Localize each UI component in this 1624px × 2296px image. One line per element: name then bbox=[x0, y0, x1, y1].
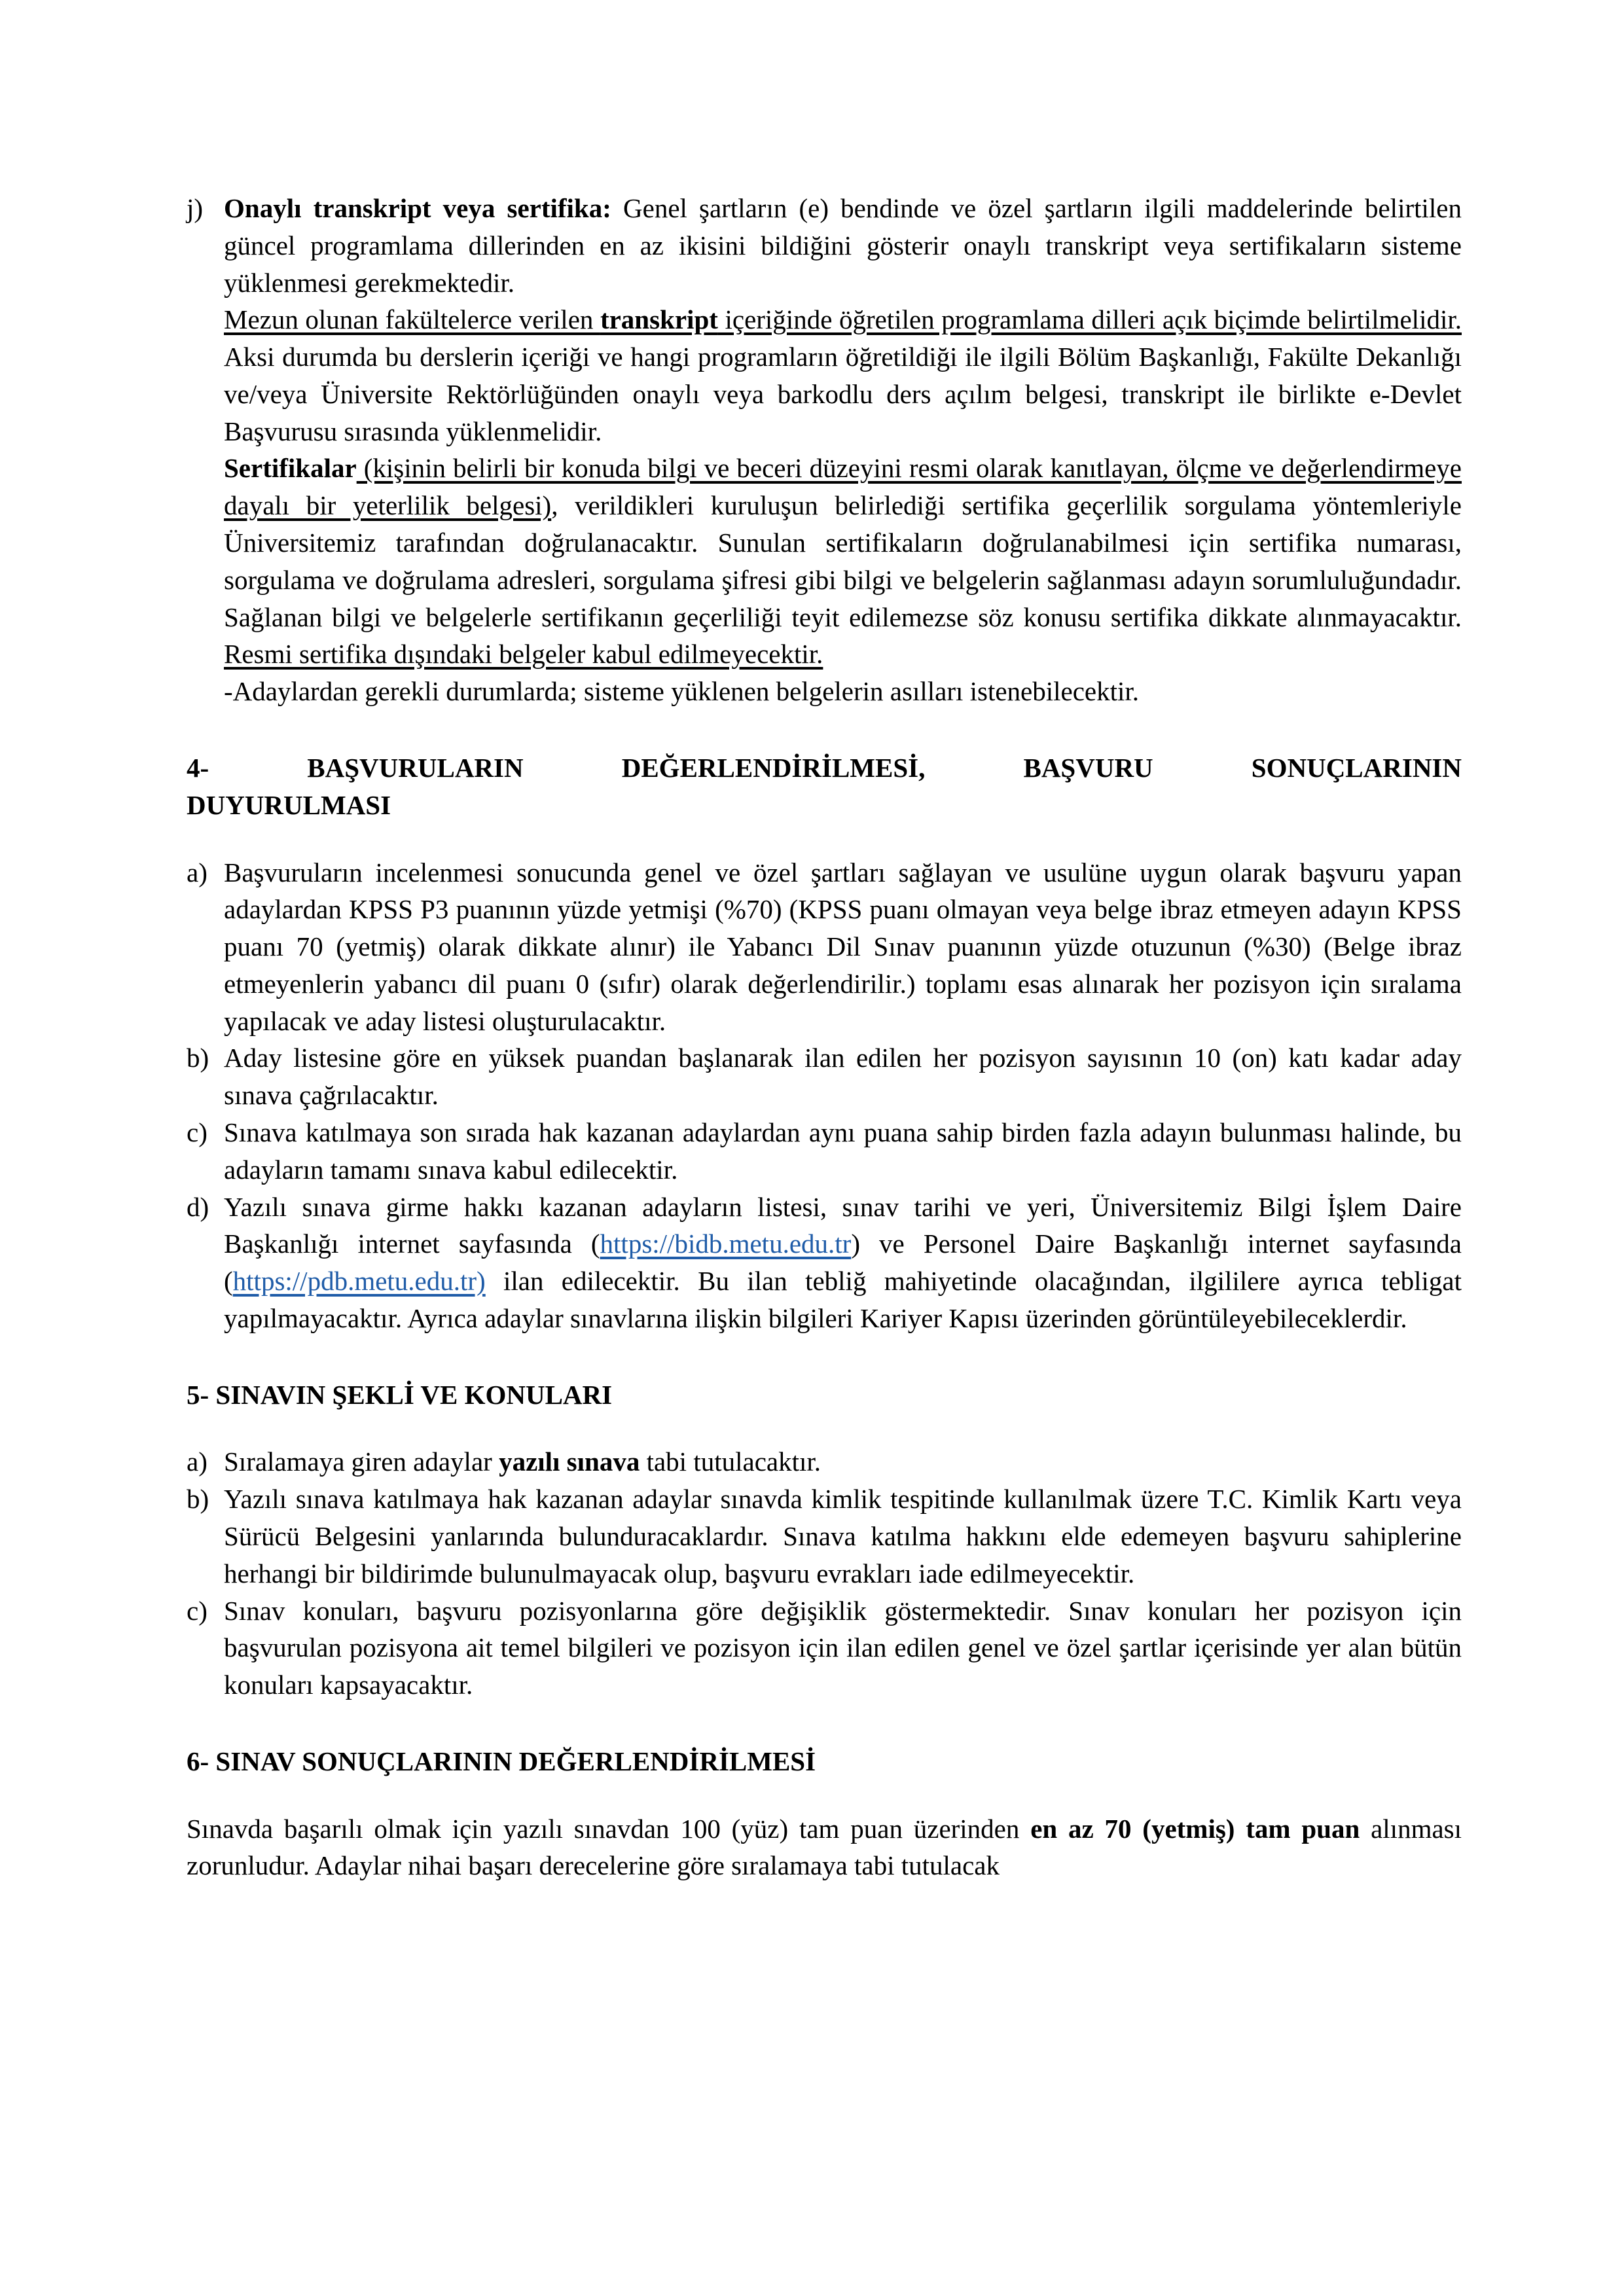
spacer-after-section-6-heading bbox=[187, 1780, 1462, 1810]
list-marker-5b: b) bbox=[187, 1484, 209, 1515]
section-4-heading bbox=[187, 749, 1462, 824]
paragraph-j-3 bbox=[224, 450, 1462, 673]
underlined-resmi-sertifika: Resmi sertifika dışındaki belgeler kabul edilmeyecektir. bbox=[224, 639, 823, 670]
section-6-heading: 6- SINAV SONUÇLARININ DEĞERLENDİRİLMESİ bbox=[187, 1746, 816, 1776]
list-item-4b bbox=[187, 1039, 1462, 1114]
underlined-part-1: Mezun olunan fakültelerce verilen bbox=[224, 304, 600, 335]
underlined-sertifikalar-definition: (kişinin belirli bir konuda bilgi ve beceri düzeyini resmi olarak kanıtlayan, ölçme ve değerlendirmeye dayalı bir yeterlilik belgesi) bbox=[224, 453, 1462, 521]
text-before-yazili-sinava: Sıralamaya giren adaylar bbox=[224, 1446, 499, 1477]
underlined-part-2: içeriğinde öğretilen programlama dilleri açık biçimde belirtilmelidir. bbox=[717, 304, 1462, 335]
list-marker-4a: a) bbox=[187, 857, 208, 888]
list-marker-4b: b) bbox=[187, 1043, 209, 1073]
text-between-links: ) ve Personel Daire Başkanlığı internet sayfasında ( bbox=[224, 1229, 1462, 1297]
list-body-4b: Aday listesine göre en yüksek puandan başlanarak ilan edilen her pozisyon sayısının 10 (on) katı kadar aday sınava çağrılacaktır. bbox=[224, 1043, 1462, 1111]
bold-transkript: transkript bbox=[600, 304, 718, 335]
paragraph-j-4: -Adaylardan gerekli durumlarda; sisteme yüklenen belgelerin asılları istenebilecektir. bbox=[224, 676, 1140, 707]
list-item-j bbox=[187, 190, 1462, 710]
list-body-4a: Başvuruların incelenmesi sonucunda genel ve özel şartları sağlayan ve usulüne uygun olarak başvuru yapan adaylardan KPSS P3 puanının yüzde yetmişi (%70) (KPSS puanı olmayan veya belge ibraz etmeyen adayın KPSS puanı 70 (yetmiş) olarak dikkate alınır) ile Yabancı Dil Sınav puanının yüzde otuzunun (%30) (Belge ibraz etmeyenlerin yabancı dil puanı 0 (sıfır) olarak değerlendirilir.) toplamı esas alınarak her pozisyon için sıralama yapılacak ve aday listesi oluşturulacaktır. bbox=[224, 857, 1462, 1036]
bidb-website-link[interactable]: https://bidb.metu.edu.tr bbox=[600, 1229, 852, 1259]
list-marker-5c: c) bbox=[187, 1595, 208, 1626]
list-body-5a bbox=[224, 1443, 1462, 1480]
list-item-4c bbox=[187, 1114, 1462, 1189]
spacer-before-section-5 bbox=[187, 1337, 1462, 1376]
spacer-after-section-5-heading bbox=[187, 1413, 1462, 1443]
lead-bold-j: Onaylı transkript veya sertifika: bbox=[224, 193, 611, 223]
list-body-5c: Sınav konuları, başvuru pozisyonlarına göre değişiklik göstermektedir. Sınav konuları her pozisyon için başvurulan pozisyona ait temel bilgileri ve pozisyon için ilan edilen genel ve özel şartlar içerisinde yer alan bütün konuları kapsayacaktır. bbox=[224, 1595, 1462, 1700]
text-before-en-az-70: Sınavda başarılı olmak için yazılı sınavdan 100 (yüz) tam puan üzerinden bbox=[187, 1813, 1031, 1844]
paragraph-j-2-rest: Aksi durumda bu derslerin içeriği ve hangi programların öğretildiği ile ilgili Bölüm Başkanlığı, Fakülte Dekanlığı ve/veya Üniversite Rektörlüğünden onaylı veya barkodlu ders açılım belgesi, transkript ile birlikte e-Devlet Başvurusu sırasında yüklenmelidir. bbox=[224, 342, 1462, 446]
spacer-before-section-6 bbox=[187, 1704, 1462, 1743]
paragraph-j-2 bbox=[224, 301, 1462, 450]
list-body-5b: Yazılı sınava katılmaya hak kazanan adaylar sınavda kimlik tespitinde kullanılmak üzere T.C. Kimlik Kartı veya Sürücü Belgesini yanlarında bulunduracaklardır. Sınava katılma hakkını elde edemeyen başvuru sahiplerine herhangi bir bildirimde bulunulmayacak olup, başvuru evrakları iade edilmeyecektir. bbox=[224, 1484, 1462, 1588]
text-after-en-az-70: alınması zorunludur. Adaylar nihai başarı derecelerine göre sıralamaya tabi tutulacak bbox=[187, 1813, 1462, 1881]
bold-yazili-sinava: yazılı sınava bbox=[499, 1446, 640, 1477]
list-item-4a bbox=[187, 854, 1462, 1040]
paragraph-j-3-rest: , verildikleri kuruluşun belirlediği sertifika geçerlilik sorgulama yöntemleriyle Üniversitemiz tarafından doğrulanacaktır. Sunulan sertifikaların doğrulanabilmesi için sertifika numarası, sorgulama ve doğrulama adresleri, sorgulama şifresi gibi bilgi ve belgelerin sağlanması adayın sorumluluğundadır. Sağlanan bilgi ve belgelerle sertifikanın geçerliliği teyit edilemezse söz konusu sertifika dikkate alınmayacaktır. bbox=[224, 490, 1462, 632]
section-5-heading: 5- SINAVIN ŞEKLİ VE KONULARI bbox=[187, 1379, 613, 1410]
list-item-5a bbox=[187, 1443, 1462, 1480]
list-item-5b bbox=[187, 1480, 1462, 1592]
section-6-paragraph bbox=[187, 1810, 1462, 1885]
spacer-after-section-4-heading bbox=[187, 824, 1462, 854]
list-marker-4c: c) bbox=[187, 1117, 208, 1147]
list-marker-j: j) bbox=[187, 193, 204, 223]
list-body-4d bbox=[224, 1189, 1462, 1337]
text-before-bidb-link: Yazılı sınava girme hakkı kazanan adayların listesi, sınav tarihi ve yeri, Üniversitemiz Bilgi İşlem Daire Başkanlığı internet sayfasında ( bbox=[224, 1191, 1462, 1259]
section-4-heading-line-2: DUYURULMASI bbox=[187, 789, 391, 820]
list-marker-5a: a) bbox=[187, 1446, 208, 1477]
pdb-website-link[interactable]: https://pdb.metu.edu.tr) bbox=[232, 1266, 486, 1297]
list-body-j bbox=[224, 190, 1462, 710]
list-item-4d bbox=[187, 1189, 1462, 1337]
spacer-before-section-4 bbox=[187, 710, 1462, 749]
list-marker-4d: d) bbox=[187, 1191, 209, 1222]
list-item-5c bbox=[187, 1592, 1462, 1704]
paragraph-j-1 bbox=[224, 190, 1462, 301]
section-4-heading-line-1: 4- BAŞVURULARIN DEĞERLENDİRİLMESİ, BAŞVURU SONUÇLARININ bbox=[187, 752, 1462, 783]
bold-en-az-70-tam-puan: en az 70 (yetmiş) tam puan bbox=[1030, 1813, 1360, 1844]
paragraph-j-1-text: Genel şartların (e) bendinde ve özel şartların ilgili maddelerinde belirtilen güncel programlama dillerinden en az ikisini bildiğini gösterir onaylı transkript veya sertifikaların sisteme yüklenmesi gerekmektedir. bbox=[224, 193, 1462, 298]
bold-sertifikalar: Sertifikalar bbox=[224, 453, 357, 484]
text-after-yazili-sinava: tabi tutulacaktır. bbox=[640, 1446, 821, 1477]
text-after-pdb-link: ilan edilecektir. Bu ilan tebliğ mahiyetinde olacağından, ilgililere ayrıca tebligat yapılmayacaktır. Ayrıca adaylar sınavlarına ilişkin bilgileri Kariyer Kapısı üzerinden görüntüleyebileceklerdir. bbox=[224, 1266, 1462, 1333]
list-body-4c: Sınava katılmaya son sırada hak kazanan adaylardan aynı puana sahip birden fazla adayın bulunması halinde, bu adayların tamamı sınava kabul edilecektir. bbox=[224, 1117, 1462, 1185]
underlined-transkript-sentence bbox=[224, 304, 1462, 334]
